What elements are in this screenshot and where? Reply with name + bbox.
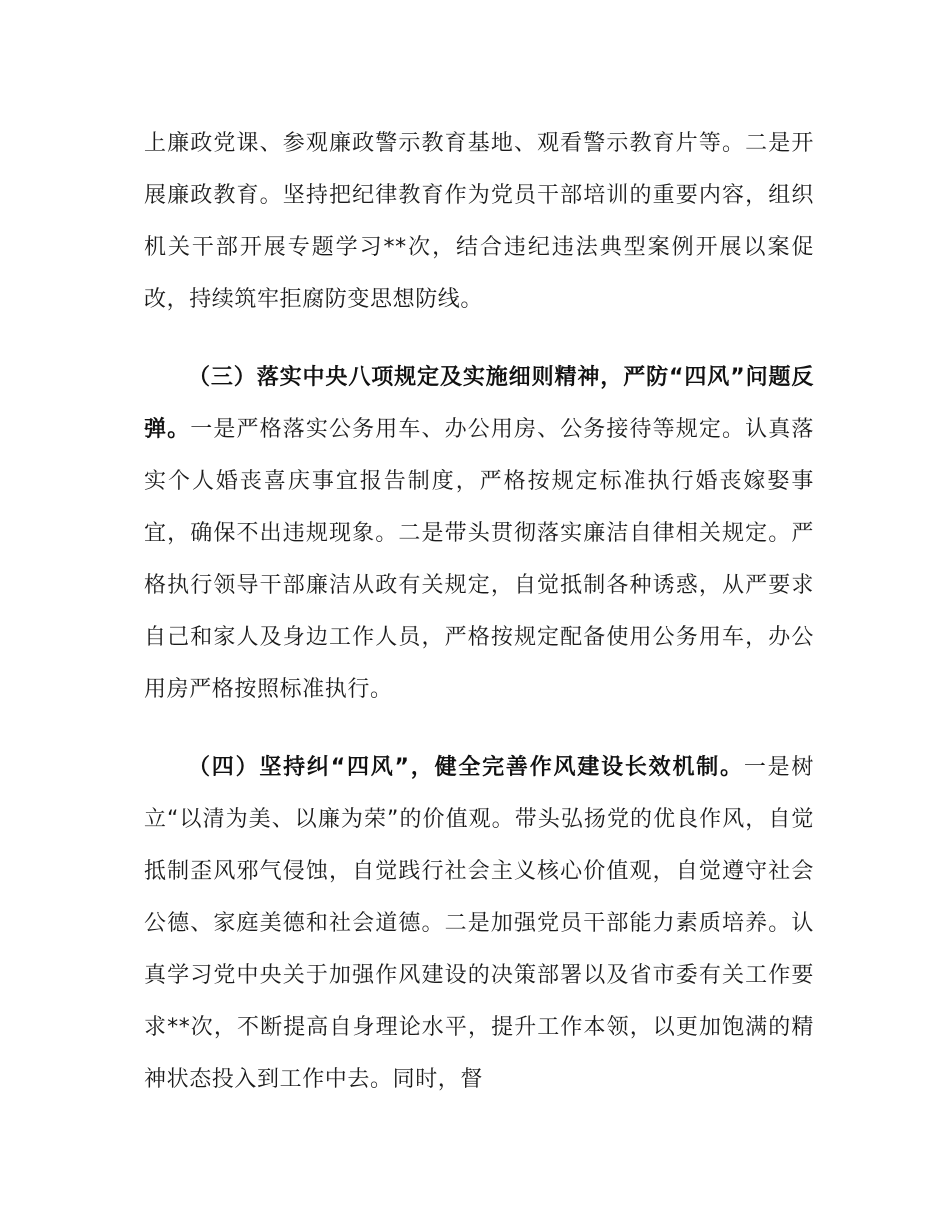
paragraph-section-four	[144, 742, 814, 1106]
paragraph-body: 一是严格落实公务用车、办公用房、公务接待等规定。认真落实个人婚丧喜庆事宜报告制度，严格按规定标准执行婚丧嫁娶事宜，确保不出违规现象。二是带头贯彻落实廉洁自律相关规定。严格执行领导干部廉洁从政有关规定，自觉抵制各种诱惑，从严要求自己和家人及身边工作人员，严格按规定配备使用公务用车，办公用房严格按照标准执行。	[144, 417, 815, 702]
paragraph-body: 上廉政党课、参观廉政警示教育基地、观看警示教育片等。二是开展廉政教育。坚持把纪律教育作为党员干部培训的重要内容，组织机关干部开展专题学习**次，结合违纪违法典型案例开展以案促改，持续筑牢拒腐防变思想防线。	[144, 131, 814, 312]
section-heading-four: （四）坚持纠“四风”，健全完善作风建设长效机制。	[188, 755, 744, 780]
paragraph-section-three	[144, 352, 814, 716]
paragraph-body: 一是树立“以清为美、以廉为荣”的价值观。带头弘扬党的优良作风，自觉抵制歪风邪气侵蚀，自觉践行社会主义核心价值观，自觉遵守社会公德、家庭美德和社会道德。二是加强党员干部能力素质培养。认真学习党中央关于加强作风建设的决策部署以及省市委有关工作要求**次，不断提高自身理论水平，提升工作本领，以更加饱满的精神状态投入到工作中去。同时，督	[144, 755, 814, 1092]
paragraph-continuation	[144, 118, 814, 326]
document-body	[144, 118, 814, 1106]
section-heading-three: （三）落实中央八项规定及实施细则精神，严防“四风”问题反弹。	[144, 365, 814, 442]
